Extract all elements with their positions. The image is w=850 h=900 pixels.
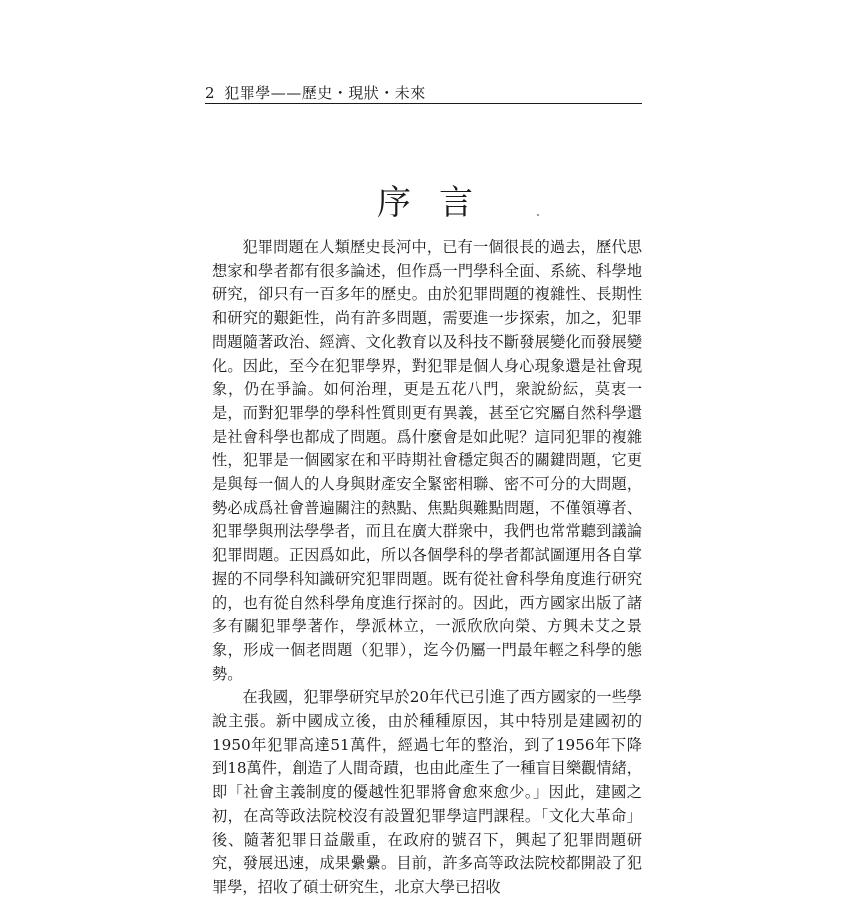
chapter-title: 序言 (377, 182, 501, 223)
paragraph-2: 在我國，犯罪學研究早於20年代已引進了西方國家的一些學說主張。新中國成立後，由於種種原因，其中特別是建國初的1950年犯罪高達51萬件，經過七年的整治，到了1956年下降到18萬件，創造了人間奇蹟，也由此產生了一種盲目樂觀情緒，即「社會主義制度的優越性犯罪將會愈來愈少。」因此，建國之初，在高等政法院校沒有設置犯罪學這門課程。「文化大革命」後、隨著犯罪日益嚴重，在政府的號召下，興起了犯罪問題研究，發展迅速，成果纍纍。目前，許多高等政法院校都開設了犯罪學，招收了碩士研究生，北京大學已招收 (212, 688, 642, 896)
body-text (212, 236, 642, 900)
running-title: 犯罪學——歷史・現狀・未來 (224, 84, 426, 102)
header-rule (205, 103, 642, 104)
paragraph-1: 犯罪問題在人類歷史長河中，已有一個很長的過去，歷代思想家和學者都有很多論述，但作爲一門學科全面、系統、科學地研究，卻只有一百多年的歷史。由於犯罪問題的複雜性、長期性和研究的艱鉅性，尚有許多問題，需要進一步探索，加之，犯罪問題隨著政治、經濟、文化教育以及科技不斷發展變化而發展變化。因此，至今在犯罪學界，對犯罪是個人身心現象還是社會現象，仍在爭論。如何治理，更是五花八門，衆說紛紜，莫衷一是，而對犯罪學的學科性質則更有異義，甚至它究屬自然科學還是社會科學也都成了問題。爲什麼會是如此呢？這同犯罪的複雜性，犯罪是一個國家在和平時期社會穩定與否的關鍵問題，它更是與每一個人的人身與財產安全緊密相聯、密不可分的大問題，勢必成爲社會普遍關注的熱點、焦點與難點問題，不僅領導者、犯罪學與刑法學學者，而且在廣大群衆中，我們也常常聽到議論犯罪問題。正因爲如此，所以各個學科的學者都試圖運用各自掌握的不同學科知識研究犯罪問題。既有從社會科學角度進行研究的，也有從自然科學角度進行探討的。因此，西方國家出版了諸多有關犯罪學著作，學派林立，一派欣欣向榮、方興未艾之景象，形成一個老問題（犯罪），迄今仍屬一門最年輕之科學的態勢。 (212, 238, 642, 683)
page-number: 2 (205, 84, 216, 102)
